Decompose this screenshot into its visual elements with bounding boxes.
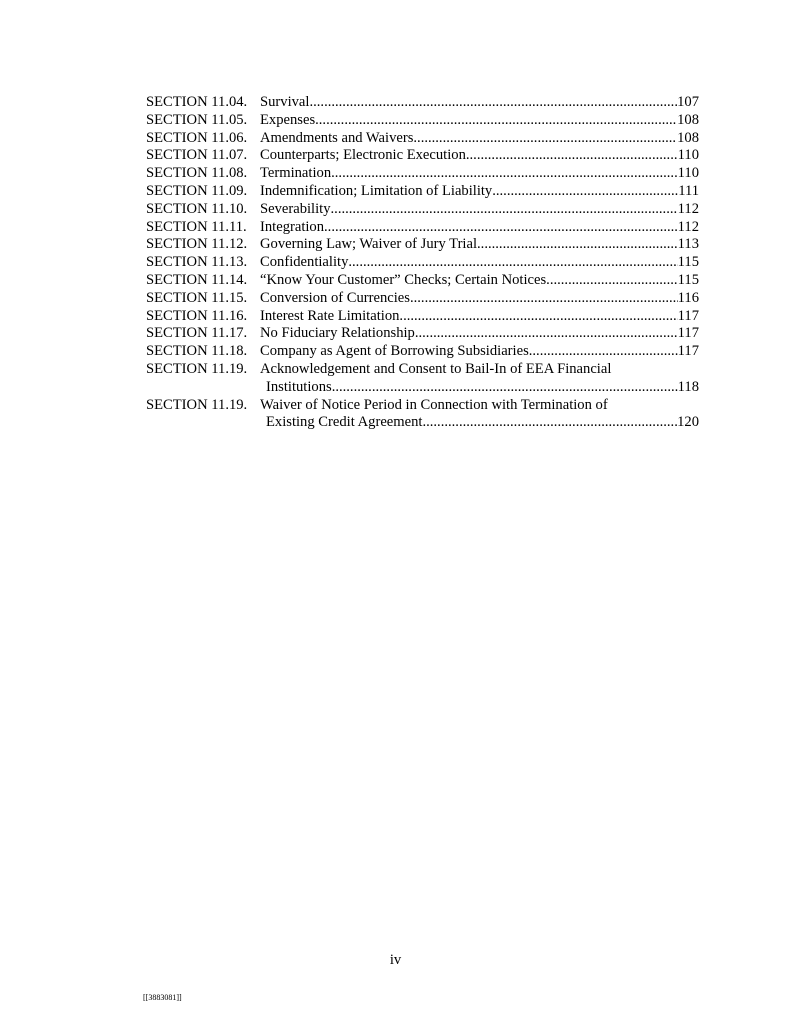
toc-entry: [146, 201, 699, 219]
section-number: SECTION 11.09.: [146, 182, 248, 199]
page-reference: 113: [677, 236, 699, 253]
page-reference: 115: [677, 271, 699, 288]
section-number: SECTION 11.05.: [146, 111, 248, 128]
section-title: Counterparts; Electronic Execution: [260, 147, 466, 164]
toc-entry: [146, 397, 699, 433]
toc-entry: [146, 272, 699, 290]
page-reference: 115: [677, 254, 699, 271]
page-reference: 117: [677, 343, 699, 360]
page-reference: 111: [678, 182, 699, 199]
dot-leader: [324, 219, 678, 237]
toc-entry: [146, 236, 699, 254]
page-reference: 112: [677, 218, 699, 235]
page-number: iv: [389, 952, 402, 968]
document-id: [[3883081]]: [143, 993, 182, 1002]
table-of-contents: [146, 94, 699, 432]
section-number: SECTION 11.13.: [146, 254, 248, 271]
toc-entry: [146, 94, 699, 112]
toc-entry: [146, 361, 699, 397]
page-reference: 117: [677, 325, 699, 342]
page-reference: 110: [677, 165, 699, 182]
dot-leader: [529, 343, 678, 361]
section-title: Amendments and Waivers: [260, 129, 414, 146]
section-title: Indemnification; Limitation of Liability: [260, 182, 493, 199]
toc-entry: [146, 325, 699, 343]
section-title-continued: Institutions: [266, 378, 332, 395]
page-reference: 110: [677, 147, 699, 164]
toc-entry: [146, 147, 699, 165]
section-title: Interest Rate Limitation: [260, 307, 400, 324]
toc-entry: [146, 343, 699, 361]
section-title: Acknowledgement and Consent to Bail-In of EEA Financial: [260, 360, 612, 377]
dot-leader: [399, 308, 677, 326]
page-reference: 108: [677, 111, 699, 128]
section-title: Waiver of Notice Period in Connection with Termination of: [260, 396, 608, 413]
dot-leader: [422, 414, 677, 432]
section-title: Termination: [260, 165, 332, 182]
dot-leader: [492, 183, 678, 201]
page-reference: 118: [677, 378, 699, 395]
dot-leader: [331, 165, 678, 183]
section-title: “Know Your Customer” Checks; Certain Notices: [260, 271, 547, 288]
dot-leader: [309, 94, 677, 112]
dot-leader: [466, 147, 678, 165]
section-title: No Fiduciary Relationship: [260, 325, 415, 342]
dot-leader: [413, 130, 677, 148]
dot-leader: [546, 272, 677, 290]
toc-entry: [146, 290, 699, 308]
section-title: Confidentiality: [260, 254, 349, 271]
section-title: Survival: [260, 94, 310, 110]
section-number: SECTION 11.07.: [146, 147, 248, 164]
section-number: SECTION 11.11.: [146, 218, 247, 235]
page-reference: 120: [677, 414, 699, 431]
page-reference: 108: [677, 129, 699, 146]
section-title: Expenses: [260, 111, 316, 128]
toc-entry: [146, 112, 699, 130]
toc-entry: [146, 308, 699, 326]
dot-leader: [415, 325, 678, 343]
toc-entry: [146, 130, 699, 148]
section-title: Integration: [260, 218, 325, 235]
dot-leader: [331, 201, 678, 219]
toc-entry: [146, 254, 699, 272]
section-title: Severability: [260, 200, 331, 217]
toc-entry: [146, 183, 699, 201]
section-title: Conversion of Currencies: [260, 289, 410, 306]
section-number: SECTION 11.15.: [146, 289, 248, 306]
section-title: Company as Agent of Borrowing Subsidiaries: [260, 343, 529, 360]
dot-leader: [477, 236, 678, 254]
section-number: SECTION 11.04.: [146, 94, 248, 110]
section-number: SECTION 11.19.: [146, 360, 248, 377]
section-number: SECTION 11.08.: [146, 165, 248, 182]
section-title-continued: Existing Credit Agreement: [266, 414, 423, 431]
section-number: SECTION 11.16.: [146, 307, 248, 324]
section-number: SECTION 11.14.: [146, 271, 248, 288]
page-reference: 112: [677, 200, 699, 217]
dot-leader: [348, 254, 677, 272]
section-title: Governing Law; Waiver of Jury Trial: [260, 236, 478, 253]
section-number: SECTION 11.17.: [146, 325, 248, 342]
section-number: SECTION 11.10.: [146, 200, 248, 217]
page-reference: 116: [677, 289, 699, 306]
section-number: SECTION 11.06.: [146, 129, 248, 146]
section-number: SECTION 11.18.: [146, 343, 248, 360]
dot-leader: [332, 379, 678, 397]
toc-entry: [146, 219, 699, 237]
page-reference: 117: [677, 307, 699, 324]
section-number: SECTION 11.19.: [146, 396, 248, 413]
page-reference: 107: [677, 94, 699, 110]
toc-entry: [146, 165, 699, 183]
dot-leader: [315, 112, 677, 130]
section-number: SECTION 11.12.: [146, 236, 248, 253]
dot-leader: [410, 290, 678, 308]
